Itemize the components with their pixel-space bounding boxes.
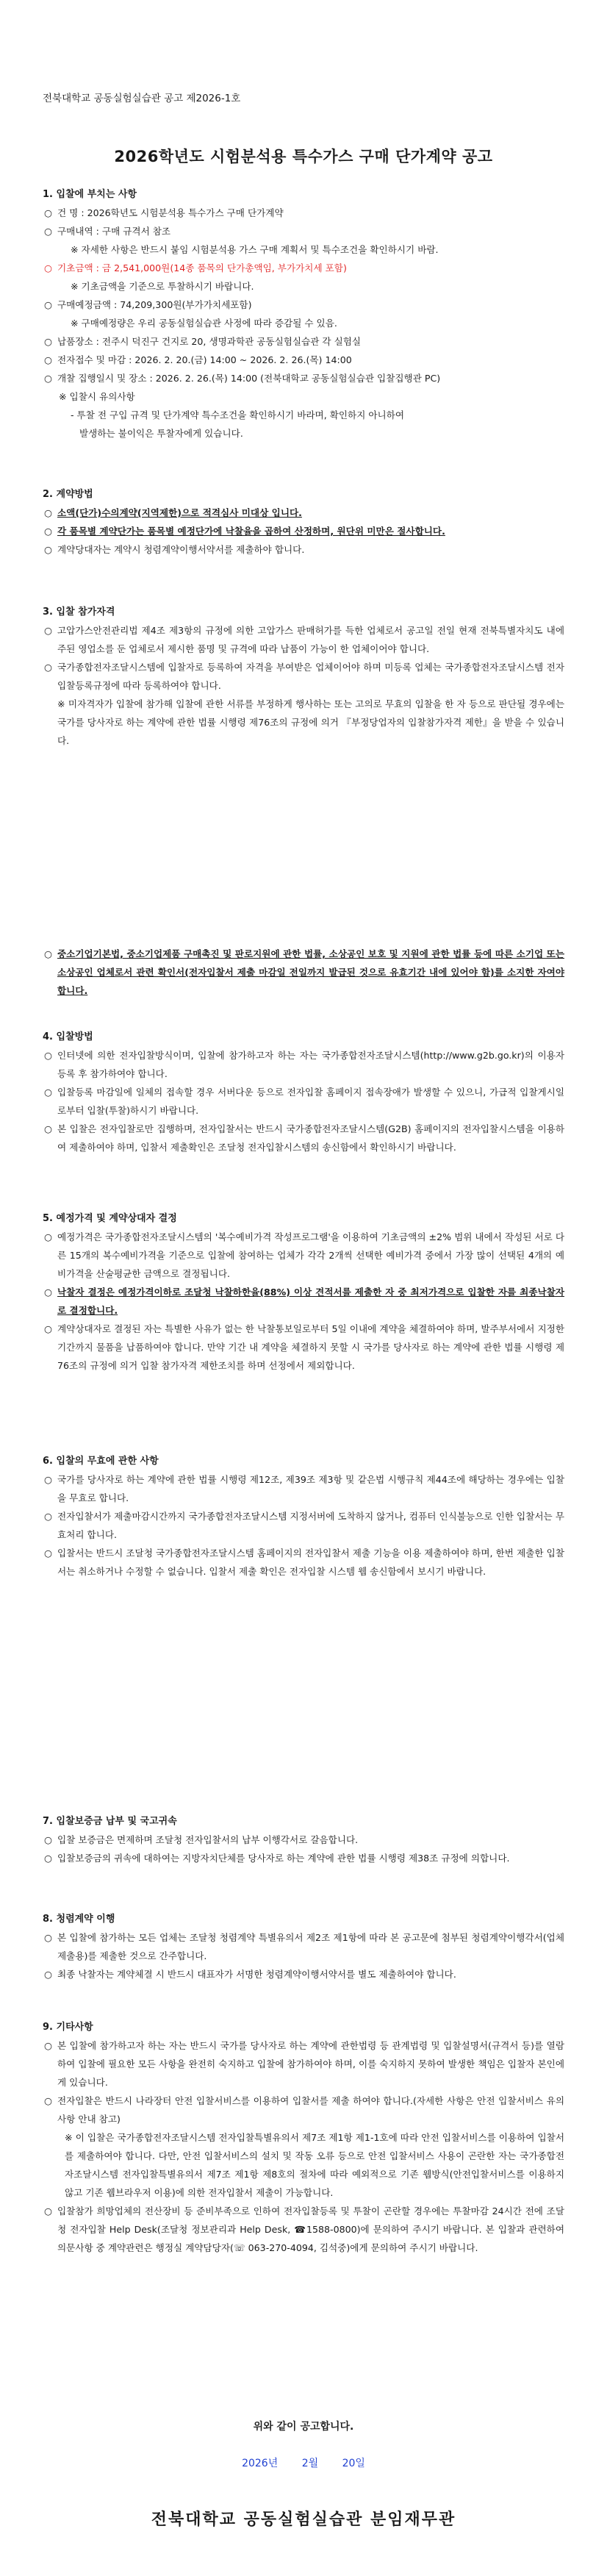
circle-bullet-icon: ○ bbox=[44, 336, 52, 347]
circle-bullet-icon: ○ bbox=[44, 1932, 52, 1943]
circle-bullet-icon: ○ bbox=[44, 1474, 52, 1485]
circle-bullet-icon: ○ bbox=[44, 299, 52, 310]
note-text: ※ 기초금액을 기준으로 투찰하시기 바랍니다. bbox=[71, 281, 254, 292]
circle-bullet-icon: ○ bbox=[44, 1231, 52, 1242]
circle-bullet-icon: ○ bbox=[44, 2040, 52, 2051]
list-item: ○ 건 명 : 2026학년도 시험분석용 특수가스 구매 단가계약 bbox=[43, 204, 564, 222]
list-item: ○ 인터넷에 의한 전자입찰방식이며, 입찰에 참가하고자 하는 자는 국가종합전자조달시스템(http://www.g2b.go.kr)의 이용자 등록 후 참가하여야 합니다. bbox=[43, 1046, 564, 1083]
note-text: ※ 구매예정량은 우리 공동실험실습관 사정에 따라 증감될 수 있음. bbox=[71, 318, 337, 329]
issuing-organization: 전북대학교 공동실험실습관 분임재무관 bbox=[151, 2511, 456, 2529]
note-text: ※ 이 입찰은 국가종합전자조달시스템 전자입찰특별유의서 제7조 제1항 제1-1호에 따라 안전 입찰서비스를 이용하여 입찰서를 제출하여야 합니다. 다만, 안전 입찰서비스의 설치 및 작동 오류 등으로 안전 입찰서비스 사용이 곤란한 자는 국가종합전자조달시스템 전자입찰특별유의서 제7조 제1항 제8호의 절차에 따라 예외적으로 기존 웹방식(안전입찰서비스를 이용하지 않고 기존 웹브라우저 이용)에 의한 전자입찰서 제출이 가능합니다. bbox=[65, 2132, 564, 2198]
list-item: ○ 입찰등록 마감일에 일체의 접속할 경우 서버다운 등으로 전자입찰 홈페이지 접속장애가 발생할 수 있으니, 가급적 입찰게시일로부터 입찰(투찰)하시기 바랍니다. bbox=[43, 1083, 564, 1120]
list-item: ○ 낙찰자 결정은 예정가격이하로 조달청 낙찰하한율(88%) 이상 견적서를 제출한 자 중 최저가격으로 입찰한 자를 최종낙찰자로 결정합니다. bbox=[43, 1283, 564, 1320]
section-1 bbox=[43, 185, 564, 443]
list-item: ○ 각 품목별 계약단가는 품목별 예정단가에 낙찰율을 곱하여 산정하며, 원단위 미만은 절사합니다. bbox=[43, 522, 564, 540]
note-text: ※ 미자격자가 입찰에 참가해 입찰에 관한 서류를 부정하게 행사하는 또는 고의로 무효의 입찰을 한 자 등으로 판단될 경우에는 국가를 당사자로 하는 계약에 관한 법률 시행령 제76조의 규정에 의거 『부정당업자의 입찰참가자격 제한』을 받을 수 있습니다. bbox=[57, 698, 564, 746]
circle-bullet-icon: ○ bbox=[44, 1511, 52, 1522]
section-heading: 8. 청렴계약 이행 bbox=[43, 1914, 115, 1925]
list-item: ○ 본 입찰에 참가하고자 하는 자는 반드시 국가를 당사자로 하는 계약에 관한법령 등 관계법령 및 입찰설명서(규격서 등)를 열람하여 입찰에 필요한 모든 사항을 완전히 숙지하고 입찰에 참가하여야 하며, 이를 숙지하지 못하여 발생한 책임은 입찰자 본인에게 있습니다. bbox=[43, 2036, 564, 2092]
section-3 bbox=[43, 603, 564, 750]
section-6 bbox=[43, 1452, 564, 1581]
circle-bullet-icon: ○ bbox=[44, 373, 52, 384]
section-4 bbox=[43, 1028, 564, 1156]
list-item-base-price: ○ 기초금액 : 금 2,541,000원(14종 품목의 단가총액임, 부가가치세 포함) bbox=[43, 259, 564, 277]
section-5 bbox=[43, 1209, 564, 1375]
list-item: ○ 국가종합전자조달시스템에 입찰자로 등록하여 자격을 부여받은 업체이어야 하며 미등록 업체는 국가종합전자조달시스템 전자입찰등록규정에 따라 등록하여야 합니다. bbox=[43, 658, 564, 695]
list-item: ○ 전자접수 및 마감 : 2026. 2. 20.(금) 14:00 ~ 2026. 2. 26.(목) 14:00 bbox=[43, 351, 564, 369]
list-item: ○ 입찰참가 희망업체의 전산장비 등 준비부족으로 인하여 전자입찰등록 및 투찰이 곤란할 경우에는 투찰마감 24시간 전에 조달청 전자입찰 Help Desk(조달청 정보관리과 Help Desk, ☎1588-0800)에 문의하여 주시기 바랍니다. 본 입찰과 관련하여 의문사항 중 계약관련은 행정실 계약담당자(☏ 063-270-4094, 김석중)에게 문의하여 주시기 바랍니다. bbox=[43, 2202, 564, 2257]
closing-statement: 위와 같이 공고합니다. bbox=[253, 2421, 354, 2433]
circle-bullet-icon: ○ bbox=[44, 226, 52, 237]
list-item: ○ 입찰 보증금은 면제하며 조달청 전자입찰서의 납부 이행각서로 갈음합니다. bbox=[43, 1831, 564, 1849]
circle-bullet-icon: ○ bbox=[44, 1123, 52, 1134]
list-item: ○ 구매내역 : 구매 규격서 참조 bbox=[43, 222, 564, 240]
circle-bullet-icon: ○ bbox=[44, 354, 52, 365]
list-item: ○ 계약당대자는 계약시 청렴계약이행서약서를 제출하야 합니다. bbox=[43, 540, 564, 559]
announcement-date bbox=[0, 2455, 607, 2470]
page-title: 2026학년도 시험분석용 특수가스 구매 단가계약 공고 bbox=[114, 148, 493, 165]
section-2 bbox=[43, 485, 564, 559]
circle-bullet-icon: ○ bbox=[44, 1834, 52, 1845]
list-item: ○ 본 입찰은 전자입찰로만 집행하며, 전자입찰서는 반드시 국가종합전자조달시스템(G2B) 홈페이지의 전자입찰시스템을 이용하여 제출하여야 하며, 입찰서 제출확인은 조달청 전자입찰시스템의 송신함에서 확인하시기 바랍니다. bbox=[43, 1120, 564, 1156]
caution-heading: ※ 입찰시 유의사항 bbox=[59, 391, 135, 402]
circle-bullet-icon: ○ bbox=[44, 2095, 52, 2106]
list-item: ○ 예정가격은 국가종합전자조달시스템의 '복수예비가격 작성프로그램'을 이용하여 기초금액의 ±2% 범위 내에서 작성된 서로 다른 15개의 복수예비가격을 기준으로 입찰에 참여하는 업체가 각각 2개씩 선택한 예비가격 중에서 가장 많이 선택된 4개의 예비가격을 산술평균한 금액으로 결정됩니다. bbox=[43, 1228, 564, 1283]
circle-bullet-icon: ○ bbox=[44, 1087, 52, 1098]
date-year: 2026년 bbox=[242, 2458, 279, 2469]
caution-line: - 투찰 전 구입 규격 및 단가계약 특수조건을 확인하시기 바라며, 확인하지 아니하여 bbox=[71, 409, 405, 421]
list-item: ○ 본 입찰에 참가하는 모든 업체는 조달청 청렴계약 특별유의서 제2조 제1항에 따라 본 공고문에 첨부된 청렴계약이행각서(업체제출용)를 제출한 것으로 간주합니다. bbox=[43, 1928, 564, 1965]
list-item: ○ 중소기업기본법, 중소기업제품 구매촉진 및 판로지원에 관한 법률, 소상공인 보호 및 지원에 관한 법률 등에 따른 소기업 또는 소상공인 업체로서 관련 확인서(전자입찰서 제출 마감일 전일까지 발급된 것으로 유효기간 내에 있어야 함)를 소지한 자여야 합니다. bbox=[43, 945, 564, 1000]
section-heading: 2. 계약방법 bbox=[43, 489, 93, 500]
circle-bullet-icon: ○ bbox=[44, 2205, 52, 2217]
date-day: 20일 bbox=[342, 2458, 365, 2469]
list-item: ○ 최종 낙찰자는 계약체결 시 반드시 대표자가 서명한 청렴계약이행서약서를 별도 제출하여야 합니다. bbox=[43, 1965, 564, 1983]
note-text: ※ 자세한 사항은 반드시 붙임 시험분석용 가스 구매 계획서 및 특수조건을 확인하시기 바람. bbox=[71, 244, 439, 255]
circle-bullet-icon: ○ bbox=[44, 1050, 52, 1061]
section-heading: 9. 기타사항 bbox=[43, 2022, 93, 2033]
circle-bullet-icon: ○ bbox=[44, 1969, 52, 1980]
list-item: ○ 고압가스안전관리법 제4조 제3항의 규정에 의한 고압가스 판매허가를 득한 업체로서 공고일 전일 현재 전북특별자치도 내에 주된 영업소를 둔 업체로서 제시한 품명 및 규격에 따라 납품이 가능이 한 업체이어야 합니다. bbox=[43, 621, 564, 658]
section-heading: 6. 입찰의 무효에 관한 사항 bbox=[43, 1456, 159, 1467]
circle-bullet-icon: ○ bbox=[44, 948, 52, 959]
list-item: ○ 전자입찰은 반드시 나라장터 안전 입찰서비스를 이용하여 입찰서를 제출 하여야 합니다.(자세한 사항은 안전 입찰서비스 유의사항 안내 참고) bbox=[43, 2092, 564, 2128]
date-month: 2월 bbox=[301, 2458, 319, 2469]
list-item: ○ 구매예정금액 : 74,209,300원(부가가치세포함) bbox=[43, 296, 564, 314]
caution-line: 발생하는 불이익은 투찰자에게 있습니다. bbox=[79, 428, 243, 439]
section-8 bbox=[43, 1910, 564, 1983]
circle-bullet-icon: ○ bbox=[44, 207, 52, 218]
circle-bullet-icon: ○ bbox=[44, 1548, 52, 1559]
list-item: ○ 납품장소 : 전주시 덕진구 건지로 20, 생명과학관 공동실험실습관 각 실험실 bbox=[43, 332, 564, 351]
section-heading: 1. 입찰에 부치는 사항 bbox=[43, 189, 137, 200]
circle-bullet-icon: ○ bbox=[44, 507, 52, 518]
section-heading: 7. 입찰보증금 납부 및 국고귀속 bbox=[43, 1816, 177, 1827]
circle-bullet-icon: ○ bbox=[44, 1287, 52, 1298]
list-item: ○ 국가를 당사자로 하는 계약에 관한 법률 시행령 제12조, 제39조 제3항 및 같은법 시행규칙 제44조에 해당하는 경우에는 입찰을 무효로 합니다. bbox=[43, 1470, 564, 1507]
section-3-continued bbox=[43, 945, 564, 1000]
section-heading: 3. 입찰 참가자격 bbox=[43, 607, 115, 618]
list-item: ○ 전자입찰서가 제출마감시간까지 국가종합전자조달시스템 지정서버에 도착하지 않거나, 컴퓨터 인식불능으로 인한 입찰서는 무효처리 합니다. bbox=[43, 1507, 564, 1544]
circle-bullet-icon: ○ bbox=[44, 1853, 52, 1864]
circle-bullet-icon: ○ bbox=[44, 1323, 52, 1334]
circle-bullet-icon: ○ bbox=[44, 625, 52, 636]
list-item: ○ 입찰서는 반드시 조달청 국가종합전자조달시스템 홈페이지의 전자입찰서 제출 기능을 이용 제출하여야 하며, 한번 제출한 입찰서는 취소하거나 수정할 수 없습니다. 입찰서 제출 확인은 전자입찰 시스템 웹 송신함에서 보시기 바랍니다. bbox=[43, 1544, 564, 1581]
section-heading: 4. 입찰방법 bbox=[43, 1031, 93, 1042]
section-9 bbox=[43, 2018, 564, 2257]
circle-bullet-icon: ○ bbox=[44, 662, 52, 673]
circle-bullet-icon: ○ bbox=[44, 262, 52, 273]
circle-bullet-icon: ○ bbox=[44, 526, 52, 537]
circle-bullet-icon: ○ bbox=[44, 544, 52, 555]
list-item: ○ 계약상대자로 결정된 자는 특별한 사유가 없는 한 낙찰통보일로부터 5일 이내에 계약을 체결하여야 하며, 발주부서에서 지정한 기간까지 물품을 납품하여야 합니다. 만약 기간 내 계약을 체결하지 못할 시 국가를 당사자로 하는 계약에 관한 법률 시행령 제76조의 규정에 의거 입찰 참가자격 제한조치를 하며 선정에서 제외합니다. bbox=[43, 1320, 564, 1375]
section-heading: 5. 예정가격 및 계약상대자 결정 bbox=[43, 1213, 177, 1224]
section-7 bbox=[43, 1812, 564, 1867]
list-item: ○ 소액(단가)수의계약(지역제한)으로 적격심사 미대상 입니다. bbox=[43, 504, 564, 522]
list-item: ○ 입찰보증금의 귀속에 대하여는 지방자치단체를 당사자로 하는 계약에 관한 법률 시행령 제38조 규정에 의합니다. bbox=[43, 1849, 564, 1867]
list-item: ○ 개찰 집행일시 및 장소 : 2026. 2. 26.(목) 14:00 (전북대학교 공동실험실습관 입찰집행관 PC) bbox=[43, 369, 564, 387]
notice-header: 전북대학교 공동실험실습관 공고 제2026-1호 bbox=[43, 93, 241, 104]
